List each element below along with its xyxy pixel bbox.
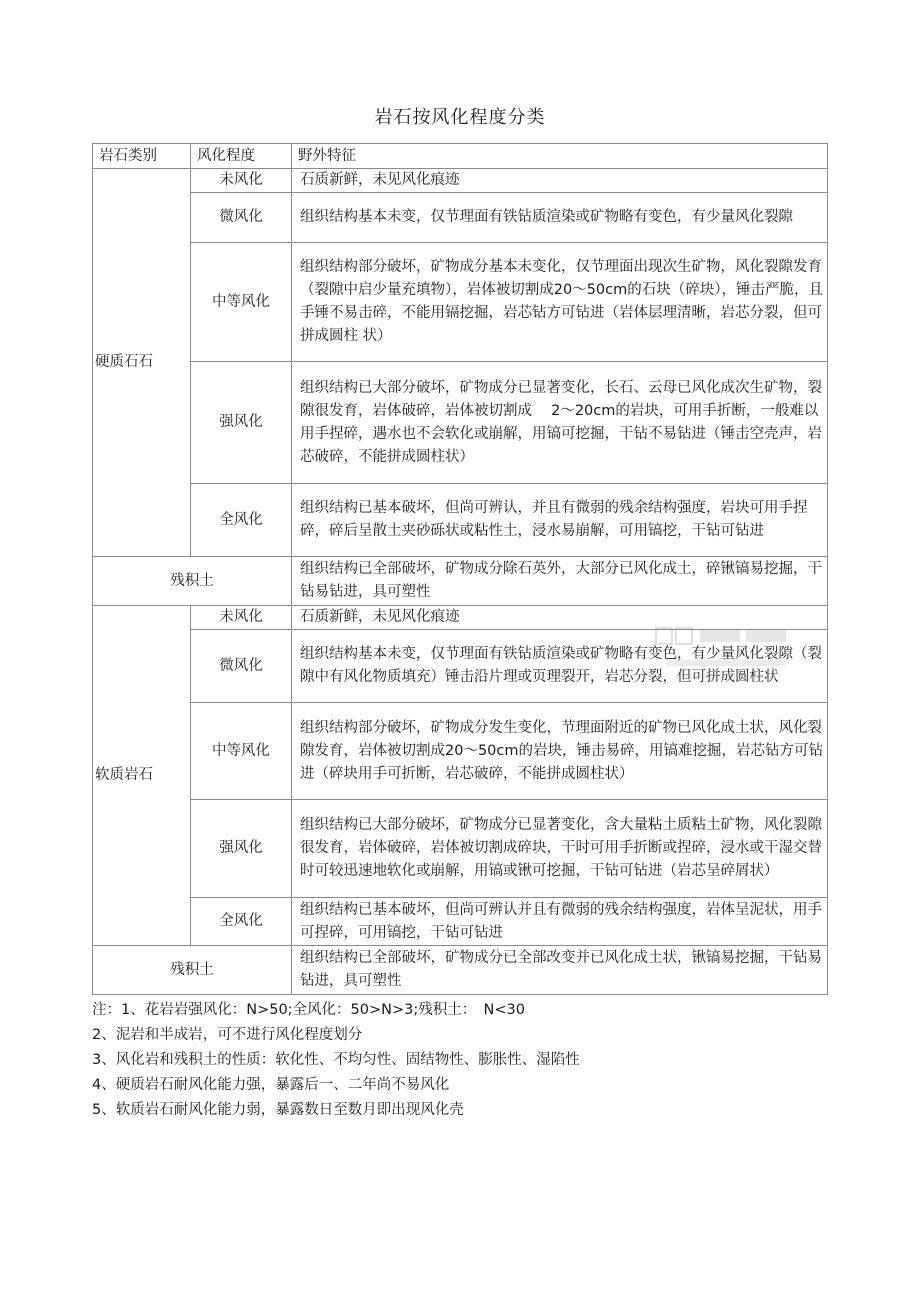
category-soft-rock: 软质岩石 — [93, 606, 191, 946]
table-row — [93, 243, 828, 362]
table-row — [93, 484, 828, 557]
note-item: 4、硬质岩石耐风化能力强，暴露后一、二年尚不易风化 — [92, 1077, 450, 1093]
degree-cell: 微风化 — [191, 193, 292, 243]
category-hard-rock: 硬质石石 — [93, 169, 191, 557]
page-title: 岩石按风化程度分类 — [374, 107, 546, 128]
note-item: 5、软质岩石耐风化能力弱，暴露数日至数月即出现风化壳 — [92, 1102, 464, 1118]
feature-cell: 组织结构部分破坏，矿物成分发生变化，节理面附近的矿物已风化成土状，风化裂隙发育，岩体被切割成20〜50cm的岩块，锤击易碎，用镐难挖掘，岩芯钻方可钻进（碎块用手可折断，岩芯破碎，不能拼成圆柱状） — [292, 703, 828, 800]
feature-cell: 组织结构部分破坏，矿物成分基本未变化，仅节理面出现次生矿物，风化裂隙发育（裂隙中启少量充填物），岩体被切割成20〜50cm的石块（碎块），锤击严脆，且 手锤不易击碎，不能用镉挖掘，岩芯钻方可钻进（岩体层理清晰，岩芯分裂，但可拼成圆柱 状） — [292, 243, 828, 362]
table-row — [93, 630, 828, 703]
feature-cell: 组织结构已大部分破坏，矿物成分已显著变化，长石、云母已风化成次生矿物，裂隙很发育，岩体破碎，岩体被切割成 2〜20cm的岩块，可用手折断，一般难以用手捏碎，遇水也不会软化或崩解，用镐可挖掘，干钻不易钻进（锤击空壳声，岩芯破碎，不能拼成圆柱状） — [292, 362, 828, 484]
feature-cell: 组织结构基本未变，仅节理面有铁钻质渲染或矿物略有变色，有少量风化裂隙 — [292, 193, 828, 243]
weathering-classification-table — [92, 143, 852, 995]
header-category: 岩石类别 — [93, 144, 191, 169]
residual-soil-soft: 残积土 — [93, 946, 292, 995]
degree-cell: 中等风化 — [191, 243, 292, 362]
header-features: 野外特征 — [292, 144, 828, 169]
table-row — [93, 169, 828, 193]
degree-cell: 全风化 — [191, 484, 292, 557]
degree-cell: 未风化 — [191, 169, 292, 193]
table-row — [93, 800, 828, 898]
feature-cell: 石质新鲜，未见风化痕迹 — [292, 169, 828, 193]
feature-cell: 组织结构已基本破坏，但尚可辨认并且有微弱的残余结构强度，岩体呈泥状，用手可捏碎，可用镐挖，干钻可钻进 — [292, 898, 828, 946]
note-item: 3、风化岩和残积土的性质：软化性、不均匀性、固结物性、膨胀性、湿陷性 — [92, 1052, 580, 1068]
degree-cell: 中等风化 — [191, 703, 292, 800]
table-row — [93, 703, 828, 800]
table-row — [93, 193, 828, 243]
degree-cell: 微风化 — [191, 630, 292, 703]
feature-cell: 组织结构已基本破坏，但尚可辨认，并且有微弱的残余结构强度，岩块可用手捏碎，碎后呈散土夹砂砾状或粘性土，浸水易崩解，可用镐挖，干钻可钻进 — [292, 484, 828, 557]
note-item: 注：1、花岩岩强风化：N>50;全风化：50>N>3;残积土： N<30 — [92, 1002, 525, 1018]
header-degree: 风化程度 — [191, 144, 292, 169]
degree-cell: 未风化 — [191, 606, 292, 630]
table-row — [93, 946, 828, 995]
feature-cell: 组织结构已大部分破坏，矿物成分已显著变化，含大量粘土质粘土矿物，风化裂隙很发育，岩体破碎，岩体被切割成碎块，干时可用手折断或捏碎，浸水或干湿交替时可较迅速地软化或崩解，用镐或锹可挖掘，干钻可钻进（岩芯呈碎屑状） — [292, 800, 828, 898]
feature-cell: 组织结构已全部破坏，矿物成分已全部改变并已风化成土状，锹镐易挖掘，干钻易钻进，具可塑性 — [292, 946, 828, 995]
feature-cell: 石质新鲜，未见风化痕迹 — [292, 606, 828, 630]
degree-cell: 全风化 — [191, 898, 292, 946]
degree-cell: 强风化 — [191, 362, 292, 484]
table-row — [93, 557, 828, 606]
feature-cell: 组织结构已全部破坏，矿物成分除石英外，大部分已风化成土，碎锹镐易挖掘，干钻易钻进，具可塑性 — [292, 557, 828, 606]
table-header-row — [93, 144, 828, 169]
notes-section — [92, 998, 852, 1123]
note-item: 2、泥岩和半成岩，可不进行风化程度划分 — [92, 1027, 363, 1043]
table-row — [93, 898, 828, 946]
residual-soil-hard: 残积土 — [93, 557, 292, 606]
table-row — [93, 362, 828, 484]
feature-cell: 组织结构基本未变，仅节理面有铁钻质渲染或矿物略有变色，有少量风化裂隙（裂隙中有风化物质填充）锤击沿片理或页理裂开，岩芯分裂，但可拼成圆柱状 — [292, 630, 828, 703]
degree-cell: 强风化 — [191, 800, 292, 898]
table-row — [93, 606, 828, 630]
